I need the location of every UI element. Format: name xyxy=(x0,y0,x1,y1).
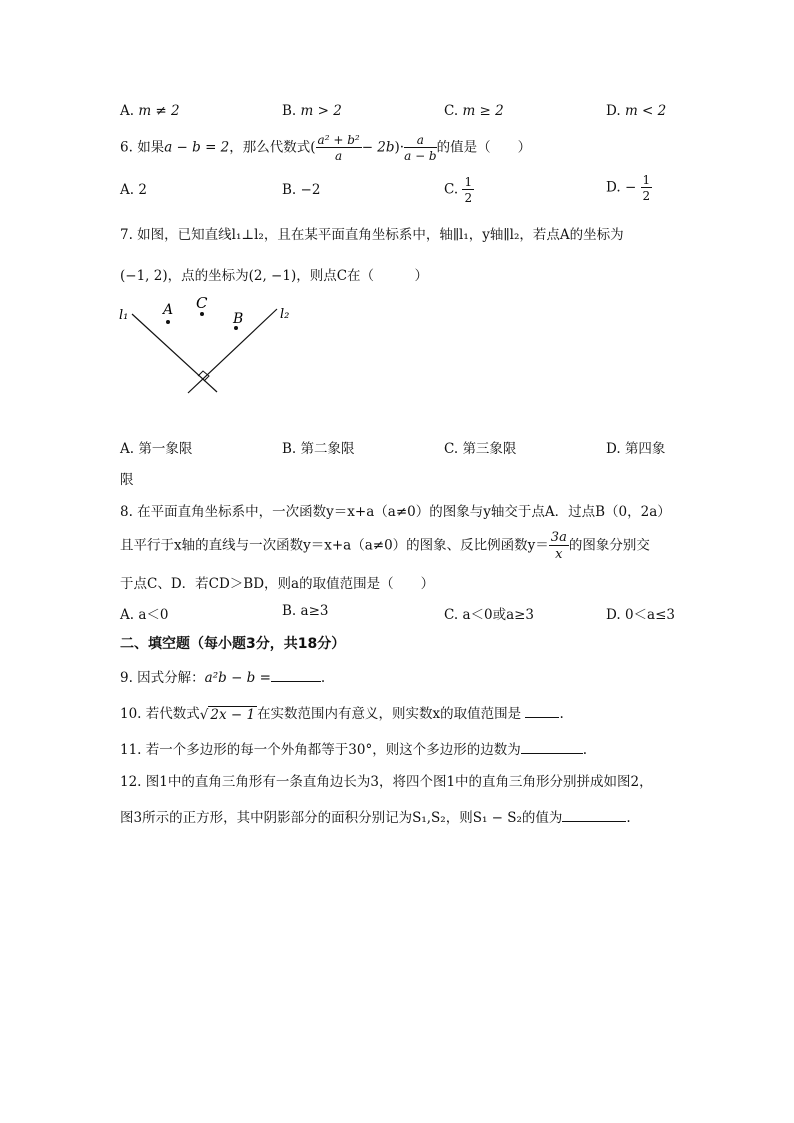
q7-label-b: B xyxy=(233,311,244,327)
q7-label-a: A xyxy=(163,302,174,318)
q7-label-l1: l₁ xyxy=(119,308,129,323)
q5-option-d: D. m < 2 xyxy=(606,103,667,119)
q12-stem-line1: 12. 图1中的直角三角形有一条直角边长为3，将四个图1中的直角三角形分别拼成如图2， xyxy=(120,774,653,790)
q8-fraction: $\frac{3a}{x}$ xyxy=(550,530,567,562)
q7-figure xyxy=(112,292,302,402)
q12-answer-blank[interactable] xyxy=(562,809,626,822)
q6-fraction-2: $\frac{a}{a - b}$ xyxy=(404,133,437,163)
q7-option-c: C. 第三象限 xyxy=(444,441,517,457)
q12-stem-line2: 图3所示的正方形，其中阴影部分的面积分别记为S₁,S₂，则S₁ − S₂的值为 . xyxy=(120,810,631,826)
q10-sqrt: √ 2x − 1 xyxy=(199,706,256,723)
q6-option-d: D. − $\frac{1}{2}$ xyxy=(606,173,651,203)
q7-option-a: A. 第一象限 xyxy=(120,441,193,457)
q5-option-c: C. m ≥ 2 xyxy=(444,103,504,119)
q6-option-c: C. $\frac{1}{2}$ xyxy=(444,175,473,205)
section-heading-fill-in: 二、填空题（每小题3分，共18分） xyxy=(120,636,346,652)
q7-option-d: D. 第四象 xyxy=(606,441,666,457)
q11-stem: 11. 若一个多边形的每一个外角都等于30°，则这个多边形的边数为 . xyxy=(120,742,587,758)
q7-stem-line2: (−1, 2)，点的坐标为(2, −1)，则点C在（ ） xyxy=(120,268,429,284)
q11-answer-blank[interactable] xyxy=(521,741,583,754)
q8-option-b: B. a≥3 xyxy=(282,603,329,619)
q7-stem-line1: 7. 如图，已知直线l₁⊥l₂，且在某平面直角坐标系中，轴∥l₁，y轴∥l₂，若点A的坐标为 xyxy=(120,227,624,243)
q9-answer-blank[interactable] xyxy=(271,669,321,682)
q8-option-a: A. a＜0 xyxy=(120,607,169,623)
q7-option-b: B. 第二象限 xyxy=(282,441,355,457)
q6-option-b: B. −2 xyxy=(282,182,321,198)
q8-stem-line3: 于点C、D．若CD＞BD，则a的取值范围是（ ） xyxy=(120,576,435,592)
q6-stem: 6. 如果a − b = 2，那么代数式( $\frac{\text{a² + b²}}{a}$ − 2b)· $\frac{a}{a - b}$ 的值是（ ） xyxy=(120,133,532,163)
q7-label-l2: l₂ xyxy=(280,307,290,322)
q8-option-c: C. a＜0或a≥3 xyxy=(444,607,535,623)
q5-option-a: A. m ≠ 2 xyxy=(120,103,180,119)
q10-stem: 10. 若代数式√ 2x − 1 在实数范围内有意义，则实数x的取值范围是 . xyxy=(120,706,564,723)
q5-option-b: B. m > 2 xyxy=(282,103,342,119)
q6-option-a: A. 2 xyxy=(120,182,147,198)
q8-option-d: D. 0＜a≤3 xyxy=(606,607,675,623)
q10-answer-blank[interactable] xyxy=(525,705,559,718)
q6-fraction-1: $\frac{\text{a² + b²}}{a}$ xyxy=(317,133,360,163)
q8-stem-line2: 且平行于x轴的直线与一次函数y＝x+a（a≠0）的图象、反比例函数y＝ $\frac{3a}{x}$ 的图象分别交 xyxy=(120,530,650,562)
q9-stem: 9. 因式分解：a²b − b = . xyxy=(120,670,326,686)
q8-stem-line1: 8. 在平面直角坐标系中，一次函数y＝x+a（a≠0）的图象与y轴交于点A．过点B（0，2a） xyxy=(120,504,671,520)
q7-option-d-wrap: 限 xyxy=(120,472,134,488)
q7-label-c: C xyxy=(196,294,208,312)
